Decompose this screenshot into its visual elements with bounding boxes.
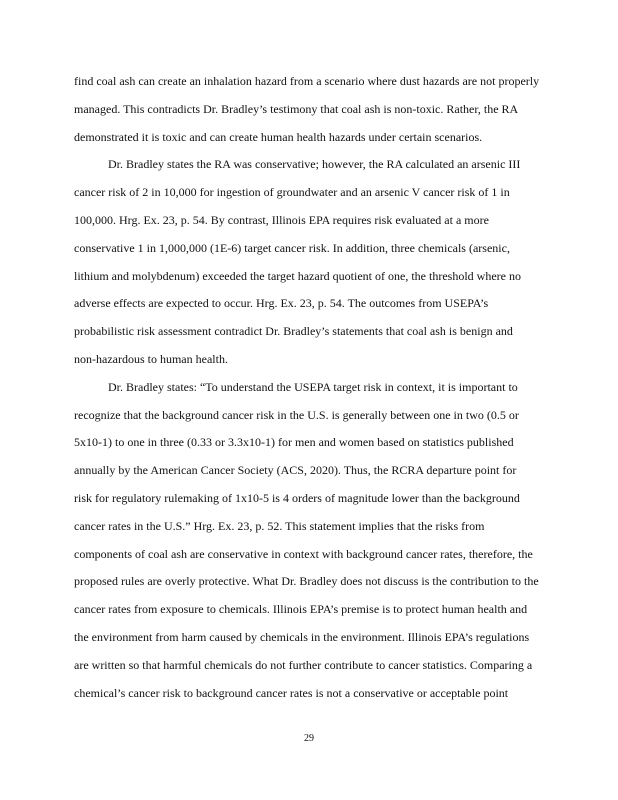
text-line: components of coal ash are conservative in context with background cancer rates, therefore, the <box>74 546 533 561</box>
text-line: recognize that the background cancer risk in the U.S. is generally between one in two (0.5 or <box>74 407 519 422</box>
text-line: cancer rates in the U.S.” Hrg. Ex. 23, p. 52. This statement implies that the risks from <box>74 518 485 533</box>
text-line: cancer risk of 2 in 10,000 for ingestion of groundwater and an arsenic V cancer risk of 1 in <box>74 185 510 200</box>
text-line: 5x10-1) to one in three (0.33 or 3.3x10-1) for men and women based on statistics published <box>74 435 514 450</box>
text-line: conservative 1 in 1,000,000 (1E-6) target cancer risk. In addition, three chemicals (arsenic, <box>74 240 510 255</box>
text-line: are written so that harmful chemicals do not further contribute to cancer statistics. Comparing a <box>74 657 533 672</box>
text-line: demonstrated it is toxic and can create human health hazards under certain scenarios. <box>74 129 483 144</box>
text-line: the environment from harm caused by chemicals in the environment. Illinois EPA’s regulations <box>74 629 530 644</box>
text-line: Dr. Bradley states: “To understand the USEPA target risk in context, it is important to <box>108 379 518 394</box>
text-line: probabilistic risk assessment contradict Dr. Bradley’s statements that coal ash is benign and <box>74 324 513 339</box>
text-line: annually by the American Cancer Society (ACS, 2020). Thus, the RCRA departure point for <box>74 463 517 478</box>
text-line: 100,000. Hrg. Ex. 23, p. 54. By contrast, Illinois EPA requires risk evaluated at a more <box>74 212 489 227</box>
body-text <box>74 68 600 707</box>
text-line: proposed rules are overly protective. What Dr. Bradley does not discuss is the contribution to the <box>74 574 539 589</box>
text-line: risk for regulatory rulemaking of 1x10-5 is 4 orders of magnitude lower than the background <box>74 490 520 505</box>
text-line: lithium and molybdenum) exceeded the target hazard quotient of one, the threshold where no <box>74 268 521 283</box>
text-line: non-hazardous to human health. <box>74 351 228 366</box>
text-line: cancer rates from exposure to chemicals. Illinois EPA’s premise is to protect human health and <box>74 602 528 617</box>
text-line: find coal ash can create an inhalation hazard from a scenario where dust hazards are not properly <box>74 74 540 88</box>
text-line: Dr. Bradley states the RA was conservative; however, the RA calculated an arsenic III <box>108 157 521 172</box>
text-line: adverse effects are expected to occur. Hrg. Ex. 23, p. 54. The outcomes from USEPA’s <box>74 296 489 311</box>
text-line: chemical’s cancer risk to background cancer rates is not a conservative or acceptable point <box>74 685 509 700</box>
page-number: 29 <box>304 733 314 744</box>
text-line: managed. This contradicts Dr. Bradley’s testimony that coal ash is non-toxic. Rather, the RA <box>74 101 519 116</box>
